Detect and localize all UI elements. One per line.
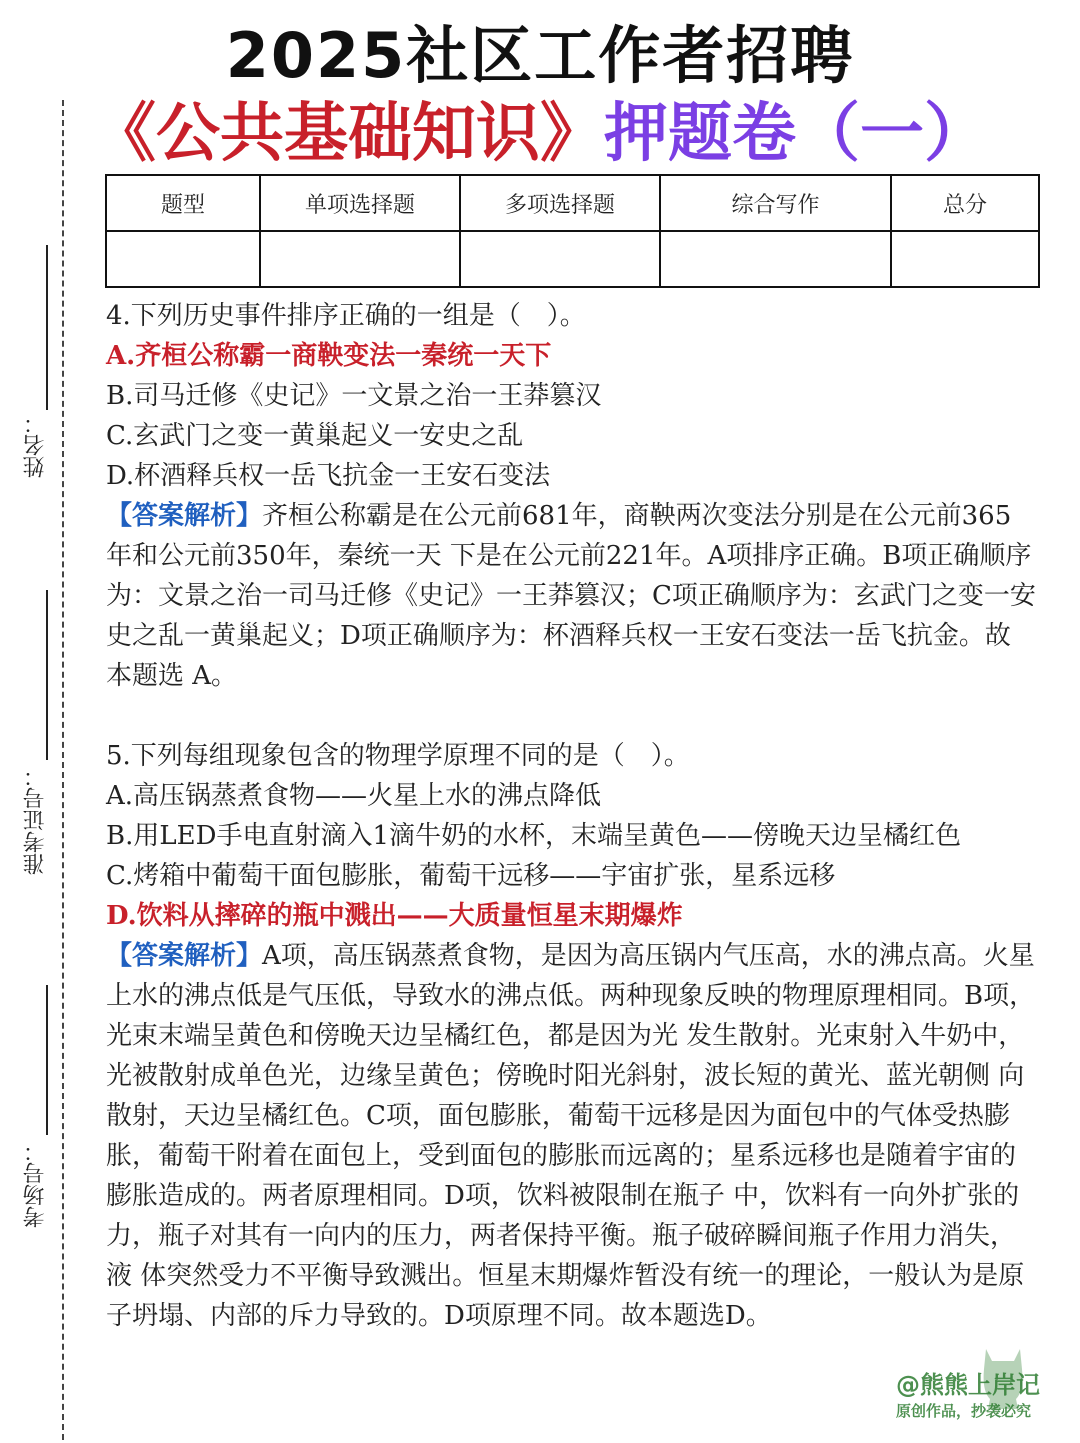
q4-option-d: D.杯酒释兵权一岳飞抗金一王安石变法 xyxy=(106,461,551,491)
binding-dashed-line xyxy=(62,100,64,1440)
q4-answer-text: 齐桓公称霸是在公元前681年，商鞅两次变法分别是在公元前365年和公元前350年，秦统一天 下是在公元前221年。A项排序正确。B项正确顺序为：文景之治一司马迁修《史记》一王莽篡汉；C项正确顺序为：玄武门之变一安史之乱一黄巢起义；D项正确顺序为：杯酒释兵权一王安石变法一岳飞抗金。故本题选 A。 xyxy=(106,501,1036,691)
score-header-single: 单项选择题 xyxy=(260,175,460,231)
score-header-writing: 综合写作 xyxy=(660,175,891,231)
q5-stem: 5.下列每组现象包含的物理学原理不同的是（ ）。 xyxy=(106,741,690,771)
subtitle-paper-name: 押题卷（一） xyxy=(604,96,988,171)
score-table xyxy=(105,174,1040,288)
q4-answer xyxy=(106,496,1036,696)
score-table-header-row xyxy=(106,175,1039,231)
watermark-handle: @熊熊上岸记 xyxy=(896,1371,1040,1399)
room-fill-line xyxy=(46,985,48,1135)
q5-answer xyxy=(106,936,1036,1336)
q5-answer-tag: 【答案解析】 xyxy=(106,941,263,971)
page-subtitle xyxy=(0,82,1080,174)
q4-option-a-correct: A.齐桓公称霸一商鞅变法一秦统一天下 xyxy=(106,341,552,371)
q4-option-c: C.玄武门之变一黄巢起义一安史之乱 xyxy=(106,421,524,451)
subtitle-book-name: 《公共基础知识》 xyxy=(92,96,604,171)
score-header-multi: 多项选择题 xyxy=(460,175,660,231)
score-header-total: 总分 xyxy=(891,175,1039,231)
q5-answer-text: A项，高压锅蒸煮食物，是因为高压锅内气压高，水的沸点高。火星上水的沸点低是气压低，导致水的沸点低。两种现象反映的物理原理相同。B项，光束末端呈黄色和傍晚天边呈橘红色，都是因为光 发生散射。光束射入牛奶中，光被散射成单色光，边缘呈黄色；傍晚时阳光斜射，波长短的黄光、蓝光朝侧 向散射，天边呈橘红色。C项，面包膨胀，葡萄干远移是因为面包中的气体受热膨胀，葡萄干附着在面包上，受到面包的膨胀而远离的；星系远移也是随着宇宙的膨胀造成的。两者原理相同。D项，饮料被限制在瓶子 中，饮料有一向外扩张的力，瓶子对其有一向内的压力，两者保持平衡。瓶子破碎瞬间瓶子作用力消失，液 体突然受力不平衡导致溅出。恒星末期爆炸暂没有统一的理论，一般认为是原子坍塌、内部的斥力导致的。D项原理不同。故本题选D。 xyxy=(106,941,1036,1331)
watermark xyxy=(896,1365,1040,1421)
q5-option-a: A.高压锅蒸煮食物——火星上水的沸点降低 xyxy=(106,781,602,811)
page-title: 2025社区工作者招聘 xyxy=(225,19,855,92)
spacer xyxy=(106,696,1036,736)
q5-option-d-correct: D.饮料从摔碎的瓶中溅出——大质量恒星末期爆炸 xyxy=(106,901,683,931)
q4-answer-tag: 【答案解析】 xyxy=(106,501,263,531)
score-cell xyxy=(106,231,260,287)
score-header-type: 题型 xyxy=(106,175,260,231)
watermark-notice: 原创作品，抄袭必究 xyxy=(896,1402,1032,1420)
q4-stem: 4.下列历史事件排序正确的一组是（ ）。 xyxy=(106,301,586,331)
name-label: 姓名： xyxy=(23,412,48,478)
score-cell xyxy=(260,231,460,287)
exam-id-label: 准考证号： xyxy=(23,765,48,875)
name-fill-line xyxy=(46,245,48,410)
exam-id-fill-line xyxy=(46,590,48,760)
score-cell xyxy=(460,231,660,287)
score-table-blank-row xyxy=(106,231,1039,287)
room-label: 考场号： xyxy=(23,1140,48,1228)
q5-option-c: C.烤箱中葡萄干面包膨胀，葡萄干远移——宇宙扩张，星系远移 xyxy=(106,861,836,891)
score-cell xyxy=(891,231,1039,287)
q4-option-b: B.司马迁修《史记》一文景之治一王莽篡汉 xyxy=(106,381,602,411)
question-content xyxy=(106,296,1036,1336)
q5-option-b: B.用LED手电直射滴入1滴牛奶的水杯，末端呈黄色——傍晚天边呈橘红色 xyxy=(106,821,962,851)
score-cell xyxy=(660,231,891,287)
